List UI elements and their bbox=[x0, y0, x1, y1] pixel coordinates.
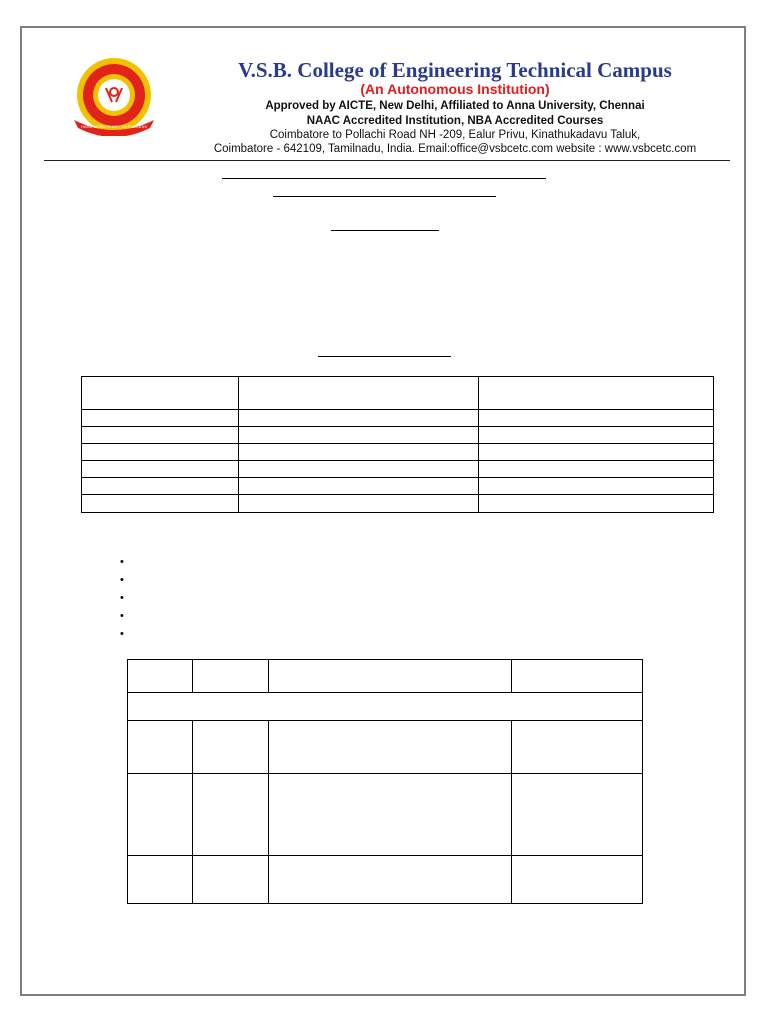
table-cell bbox=[239, 444, 479, 461]
table-cell bbox=[193, 660, 269, 693]
table-cell bbox=[193, 721, 269, 774]
table-row bbox=[128, 774, 643, 856]
table-cell bbox=[479, 377, 714, 410]
table-cell bbox=[479, 410, 714, 427]
table-cell bbox=[269, 721, 512, 774]
table-cell bbox=[512, 660, 643, 693]
table-cell bbox=[128, 774, 193, 856]
table-cell bbox=[512, 721, 643, 774]
table-row bbox=[128, 660, 643, 693]
table-cell bbox=[82, 427, 239, 444]
table-cell bbox=[82, 461, 239, 478]
section-heading-line bbox=[318, 356, 451, 357]
table-row bbox=[128, 721, 643, 774]
table-row bbox=[82, 495, 714, 513]
autonomous-status: (An Autonomous Institution) bbox=[360, 81, 550, 97]
table-cell bbox=[82, 444, 239, 461]
header-divider bbox=[44, 160, 730, 161]
bullet-point: • bbox=[120, 574, 124, 586]
heading-line-1 bbox=[222, 178, 546, 179]
heading-line-3 bbox=[331, 230, 439, 231]
table-cell bbox=[479, 444, 714, 461]
table-cell bbox=[512, 856, 643, 904]
table-row bbox=[82, 461, 714, 478]
table-cell bbox=[82, 410, 239, 427]
table-cell bbox=[269, 774, 512, 856]
heading-line-2 bbox=[273, 196, 496, 197]
table-cell bbox=[479, 495, 714, 513]
table-cell bbox=[239, 461, 479, 478]
bullet-point: • bbox=[120, 556, 124, 568]
table-row bbox=[82, 444, 714, 461]
table-cell bbox=[239, 410, 479, 427]
table-row bbox=[82, 427, 714, 444]
table-cell bbox=[269, 856, 512, 904]
table-cell bbox=[193, 774, 269, 856]
table-cell bbox=[128, 693, 643, 721]
table-cell bbox=[193, 856, 269, 904]
address-line-1: Coimbatore to Pollachi Road NH -209, Ealur Privu, Kinathukadavu Taluk, bbox=[269, 129, 641, 141]
table-cell bbox=[239, 427, 479, 444]
table-cell bbox=[128, 721, 193, 774]
table-cell bbox=[479, 478, 714, 495]
accreditation-line: NAAC Accredited Institution, NBA Accredited Courses bbox=[306, 115, 604, 127]
bullet-point: • bbox=[120, 628, 124, 640]
college-name: V.S.B. College of Engineering Technical Campus bbox=[238, 58, 672, 82]
logo-motto: HARD WORK IS KEY TO SUCCESS bbox=[81, 124, 147, 129]
bullet-point: • bbox=[120, 592, 124, 604]
approval-line: Approved by AICTE, New Delhi, Affiliated to Anna University, Chennai bbox=[265, 100, 645, 112]
table-cell bbox=[82, 377, 239, 410]
bullet-point: • bbox=[120, 610, 124, 622]
schedule-table bbox=[127, 659, 643, 904]
table-cell bbox=[82, 495, 239, 513]
table-cell bbox=[239, 495, 479, 513]
table-row bbox=[82, 377, 714, 410]
details-table bbox=[81, 376, 714, 513]
table-cell bbox=[269, 660, 512, 693]
table-cell bbox=[239, 377, 479, 410]
table-cell bbox=[128, 856, 193, 904]
table-row bbox=[128, 693, 643, 721]
table-row bbox=[128, 856, 643, 904]
college-logo bbox=[66, 56, 164, 136]
table-cell bbox=[479, 427, 714, 444]
table-row bbox=[82, 410, 714, 427]
table-cell bbox=[239, 478, 479, 495]
table-cell bbox=[82, 478, 239, 495]
table-row bbox=[82, 478, 714, 495]
table-cell bbox=[479, 461, 714, 478]
table-cell bbox=[512, 774, 643, 856]
table-cell bbox=[128, 660, 193, 693]
address-line-2: Coimbatore - 642109, Tamilnadu, India. Email:office@vsbcetc.com website : www.vsbcetc.com bbox=[213, 143, 697, 155]
